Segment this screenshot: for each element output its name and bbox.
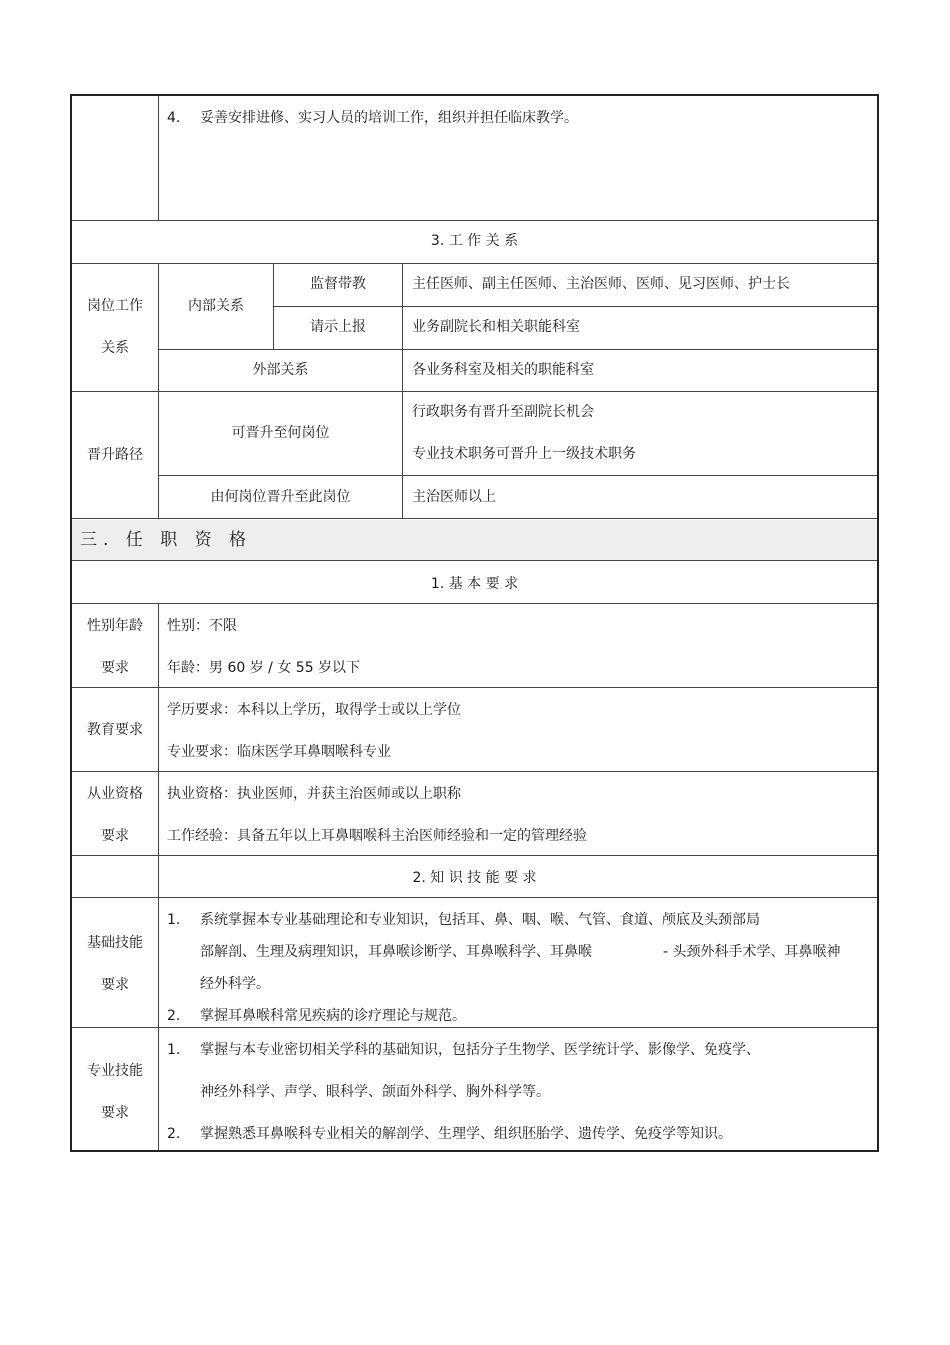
cell-label: 请示上报 [310, 319, 366, 335]
column-divider [158, 96, 159, 220]
cell-label: 外部关系 [252, 362, 309, 378]
row-label: 教育要求 [87, 722, 143, 738]
cell-value: 执业资格：执业医师，并获主治医师或以上职称 [167, 786, 461, 802]
cell-label: 内部关系 [188, 298, 244, 314]
cell-value: 业务副院长和相关职能科室 [412, 319, 580, 335]
row-divider [159, 475, 877, 476]
row-label: 岗位工作 [87, 298, 143, 314]
list-number: 2. [167, 1008, 181, 1024]
cell-value: 专业要求：临床医学耳鼻咽喉科专业 [167, 744, 391, 760]
cell-value: 各业务科室及相关的职能科室 [412, 362, 594, 378]
row-divider [72, 518, 877, 519]
cell-value: 主任医师、副主任医师、主治医师、医师、见习医师、护士长 [412, 276, 790, 292]
row-divider [72, 1027, 877, 1028]
cell-value: 专业技术职务可晋升上一级技术职务 [412, 446, 636, 462]
row-label: 关系 [101, 340, 129, 356]
column-divider [158, 603, 159, 897]
row-label: 晋升路径 [87, 447, 143, 463]
list-number: 4. [167, 110, 181, 126]
row-divider [72, 603, 877, 604]
list-number: 1. [167, 1042, 181, 1058]
cell-value: 工作经验：具备五年以上耳鼻咽喉科主治医师经验和一定的管理经验 [167, 828, 587, 844]
column-divider [402, 263, 403, 518]
list-item: 妥善安排进修、实习人员的培训工作，组织并担任临床教学。 [200, 110, 578, 126]
row-label: 要求 [101, 660, 129, 676]
list-item: 部解剖、生理及病理知识，耳鼻喉诊断学、耳鼻喉科学、耳鼻喉 [200, 944, 592, 960]
row-divider [72, 391, 877, 392]
subsection-heading: 2. 知 识 技 能 要 求 [412, 870, 537, 886]
row-divider [72, 897, 877, 898]
row-divider [159, 349, 877, 350]
cell-label: 由何岗位晋升至此岗位 [210, 489, 351, 505]
row-divider [72, 771, 877, 772]
list-item: 系统掌握本专业基础理论和专业知识，包括耳、鼻、咽、喉、气管、食道、颅底及头颈部局 [200, 912, 760, 928]
cell-value: 性别：不限 [167, 618, 237, 634]
row-label: 要求 [101, 1105, 129, 1121]
row-divider [273, 306, 877, 307]
section-title: 三. 任 职 资 格 [80, 530, 253, 550]
row-divider [72, 263, 877, 264]
row-label: 要求 [101, 977, 129, 993]
cell-value: 行政职务有晋升至副院长机会 [412, 404, 594, 420]
row-label: 基础技能 [87, 935, 143, 951]
row-label: 要求 [101, 828, 129, 844]
row-divider [72, 560, 877, 561]
column-divider [158, 897, 159, 1150]
list-item: - 头颈外科手术学、耳鼻喉神 [663, 944, 841, 960]
row-label: 性别年龄 [87, 618, 143, 634]
subsection-heading: 1. 基 本 要 求 [430, 576, 519, 592]
row-label: 专业技能 [87, 1063, 143, 1079]
row-divider [72, 220, 877, 221]
list-item: 掌握与本专业密切相关学科的基础知识，包括分子生物学、医学统计学、影像学、免疫学、 [200, 1042, 760, 1058]
list-item: 神经外科学、声学、眼科学、颌面外科学、胸外科学等。 [200, 1084, 550, 1100]
row-divider [72, 687, 877, 688]
subsection-heading: 3. 工 作 关 系 [430, 233, 519, 249]
list-item: 掌握耳鼻喉科常见疾病的诊疗理论与规范。 [200, 1008, 466, 1024]
list-item: 经外科学。 [200, 976, 270, 992]
cell-value: 学历要求：本科以上学历，取得学士或以上学位 [167, 702, 461, 718]
row-divider [72, 855, 877, 856]
cell-label: 监督带教 [310, 276, 366, 292]
cell-value: 主治医师以上 [412, 489, 496, 505]
list-number: 1. [167, 912, 181, 928]
cell-label: 可晋升至何岗位 [231, 425, 330, 441]
row-label: 从业资格 [87, 786, 143, 802]
cell-value: 年龄：男 60 岁 / 女 55 岁以下 [167, 660, 361, 676]
list-number: 2. [167, 1126, 181, 1142]
list-item: 掌握熟悉耳鼻喉科专业相关的解剖学、生理学、组织胚胎学、遗传学、免疫学等知识。 [200, 1126, 732, 1142]
